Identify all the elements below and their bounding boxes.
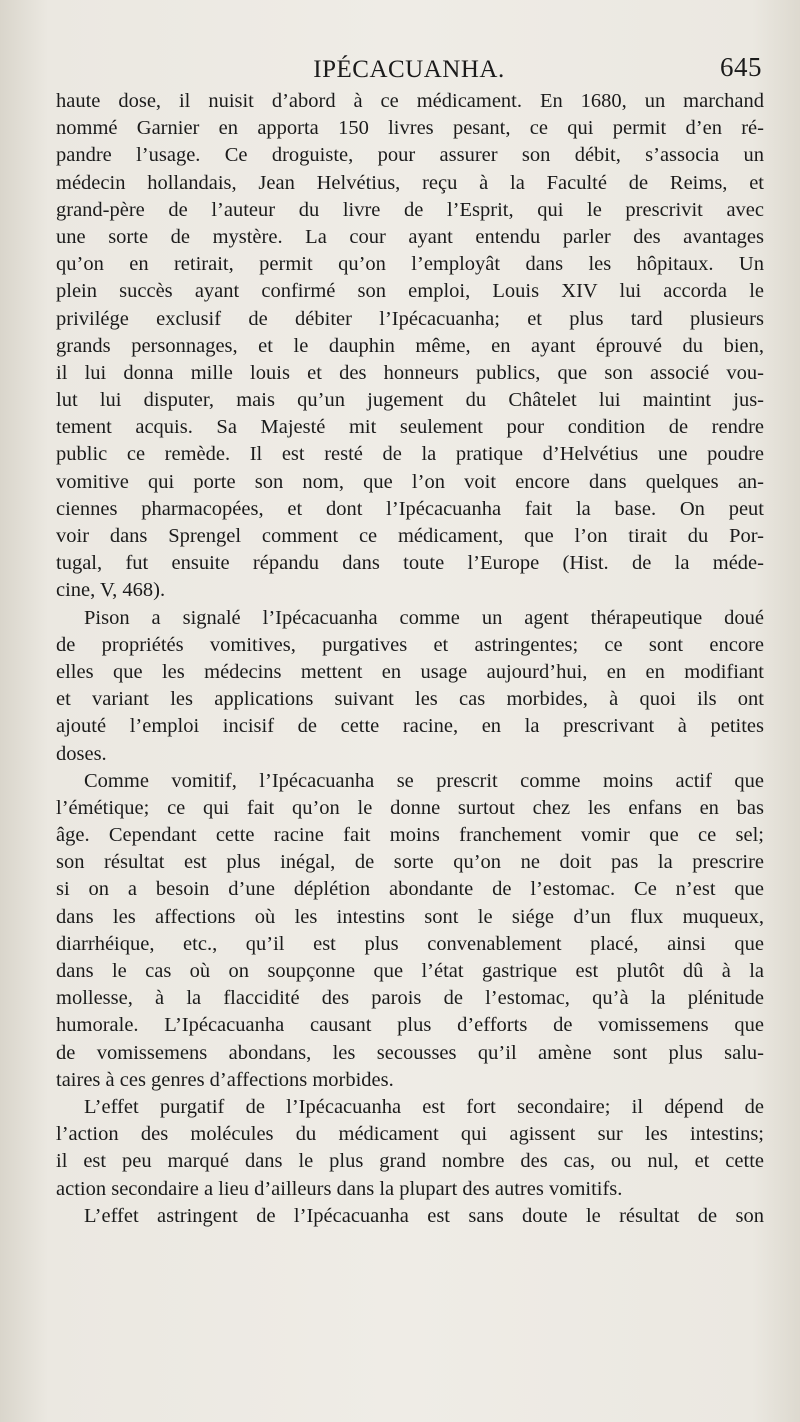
running-title: IPÉCACUANHA. [313,56,505,83]
text-line: diarrhéique, etc., qu’il est plus convenablement placé, ainsi que [56,932,764,955]
text-line: cine, V, 468). [56,579,166,602]
text-line: médecin hollandais, Jean Helvétius, reçu à la Faculté de Reims, et [56,171,764,194]
paragraph [56,768,764,1094]
text-line: il est peu marqué dans le plus grand nombre des cas, ou nul, et cette [56,1150,764,1173]
page-number: 645 [720,52,762,82]
text-line: l’émétique; ce qui fait qu’on le donne surtout chez les enfans en bas [56,796,764,819]
text-line: une sorte de mystère. La cour ayant entendu parler des avantages [56,225,764,248]
text-line: ciennes pharmacopées, et dont l’Ipécacuanha fait la base. On peut [56,497,764,520]
text-line: humorale. L’Ipécacuanha causant plus d’efforts de vomissemens que [56,1014,764,1037]
text-line: âge. Cependant cette racine fait moins franchement vomir que ce sel; [56,824,764,847]
text-line: haute dose, il nuisit d’abord à ce médicament. En 1680, un marchand [56,90,764,112]
text-line: Pison a signalé l’Ipécacuanha comme un agent thérapeutique doué [84,606,764,629]
text-line: son résultat est plus inégal, de sorte qu’on ne doit pas la prescrire [56,851,764,874]
text-line: ajouté l’emploi incisif de cette racine, en la prescrivant à petites [56,715,764,738]
text-line: il lui donna mille louis et des honneurs publics, que son associé vou- [56,361,764,384]
text-line: taires à ces genres d’affections morbides. [56,1068,394,1091]
text-line: et variant les applications suivant les cas morbides, à quoi ils ont [56,688,764,711]
text-line: tugal, fut ensuite répandu dans toute l’Europe (Hist. de la méde- [56,552,764,575]
paragraph [56,1094,764,1203]
text-line: grands personnages, et le dauphin même, en ayant éprouvé du bien, [56,334,764,357]
text-line: grand-père de l’auteur du livre de l’Esprit, qui le prescrivit avec [56,198,764,221]
text-line: de vomissemens abondans, les secousses qu’il amène sont plus salu- [56,1041,764,1064]
text-line: vomitive qui porte son nom, que l’on voit encore dans quelques an- [56,470,764,493]
text-line: L’effet astringent de l’Ipécacuanha est sans doute le résultat de son [84,1204,764,1227]
text-line: qu’on en retirait, permit qu’on l’employât dans les hôpitaux. Un [56,253,764,276]
text-line: mollesse, à la flaccidité des parois de l’estomac, qu’à la plénitude [56,987,764,1010]
text-line: public ce remède. Il est resté de la pratique d’Helvétius une poudre [56,443,764,466]
text-line: si on a besoin d’une déplétion abondante de l’estomac. Ce n’est que [56,878,764,901]
running-head [56,52,762,88]
text-line: nommé Garnier en apporta 150 livres pesant, ce qui permit d’en ré- [56,117,764,140]
paragraph [56,605,764,768]
text-line: elles que les médecins mettent en usage aujourd’hui, en en modifiant [56,660,764,683]
text-line: lut lui disputer, mais qu’un jugement du Châtelet lui maintint jus- [56,389,764,412]
text-line: de propriétés vomitives, purgatives et astringentes; ce sont encore [56,633,764,656]
text-line: privilége exclusif de débiter l’Ipécacuanha; et plus tard plusieurs [56,307,764,330]
body-text [56,88,764,1230]
text-line: dans le cas où on soupçonne que l’état gastrique est plutôt dû à la [56,960,764,982]
text-line: dans les affections où les intestins sont le siége d’un flux muqueux, [56,905,764,928]
text-line: tement acquis. Sa Majesté mit seulement pour condition de rendre [56,416,764,439]
text-line: plein succès ayant confirmé son emploi, Louis XIV lui accorda le [56,280,764,303]
text-line: doses. [56,742,107,765]
text-line: action secondaire a lieu d’ailleurs dans la plupart des autres vomitifs. [56,1177,623,1200]
text-line: pandre l’usage. Ce droguiste, pour assurer son débit, s’associa un [56,144,764,167]
text-line: voir dans Sprengel comment ce médicament, que l’on tirait du Por- [56,525,764,547]
text-line: l’action des molécules du médicament qui agissent sur les intestins; [56,1123,764,1146]
text-line: L’effet purgatif de l’Ipécacuanha est fort secondaire; il dépend de [84,1095,764,1118]
paragraph [56,88,764,605]
text-line: Comme vomitif, l’Ipécacuanha se prescrit comme moins actif que [84,769,764,792]
paragraph [56,1203,764,1230]
